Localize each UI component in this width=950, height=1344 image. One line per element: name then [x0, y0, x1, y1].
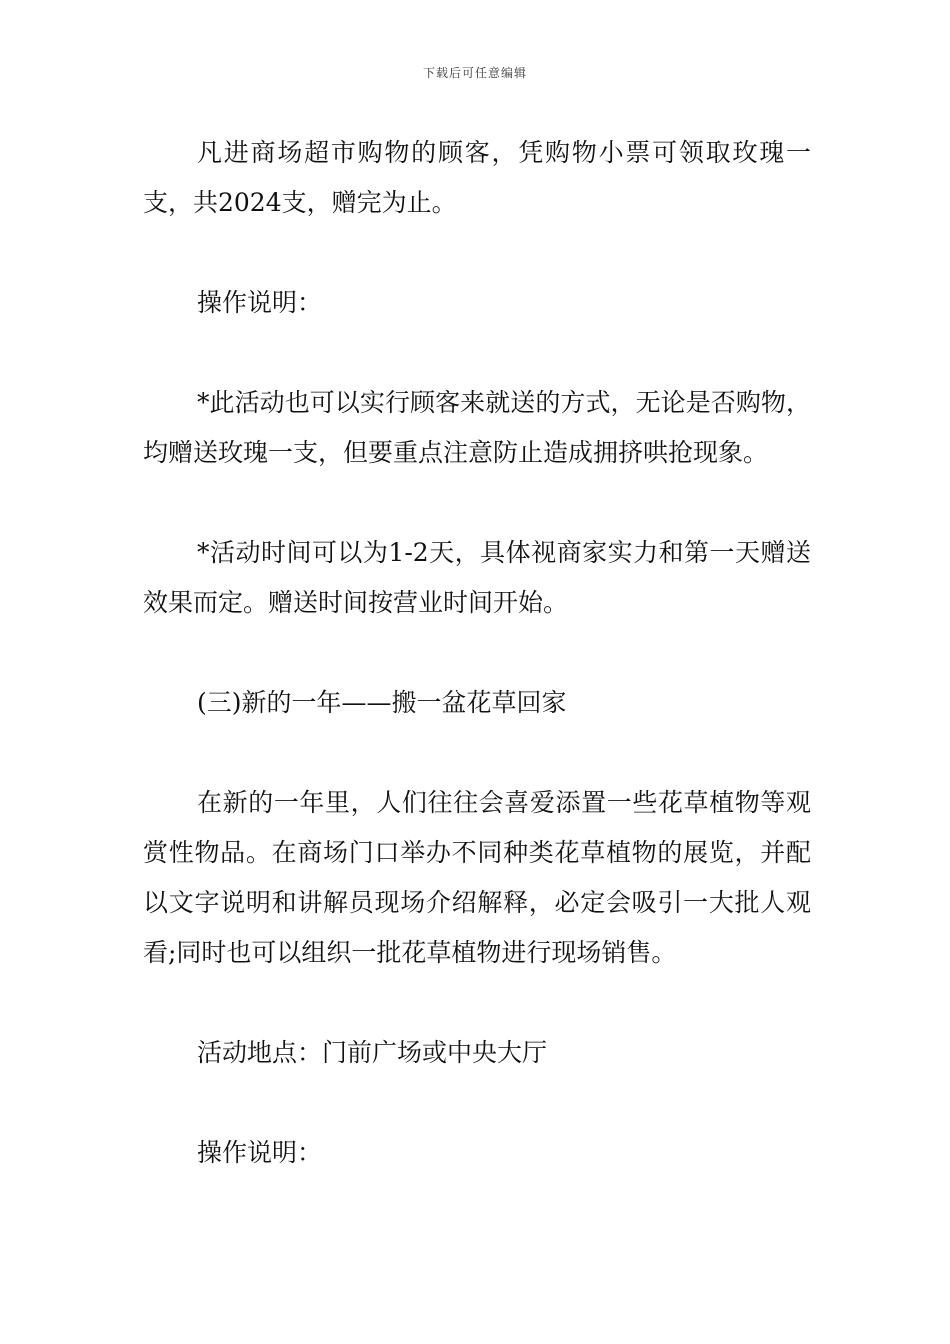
section-heading-plants: (三)新的一年——搬一盆花草回家 — [197, 688, 567, 717]
paragraph-operation-heading-2: 操作说明： — [197, 1138, 323, 1167]
paragraph-operation-heading: 操作说明： — [197, 288, 323, 317]
paragraph-plants-description: 在新的一年里，人们往往会喜爱添置一些花草植物等观赏性物品。在商场门口举办不同种类花草植物的展览，并配以文字说明和讲解员现场介绍解释，必定会吸引一大批人观看;同时也可以组织一批花草植物进行现场销售。 — [143, 788, 811, 967]
paragraph-note-free-rose: *此活动也可以实行顾客来就送的方式，无论是否购物，均赠送玫瑰一支，但要重点注意防止造成拥挤哄抢现象。 — [143, 388, 811, 467]
paragraph-location: 活动地点：门前广场或中央大厅 — [197, 1038, 548, 1067]
page-header: 下载后可任意编辑 — [422, 66, 527, 80]
paragraph-note-duration: *活动时间可以为1-2天，具体视商家实力和第一天赠送效果而定。赠送时间按营业时间开始。 — [143, 538, 811, 617]
paragraph-rose-giveaway: 凡进商场超市购物的顾客，凭购物小票可领取玫瑰一支，共2024支，赠完为止。 — [143, 138, 811, 217]
document-body — [143, 128, 811, 1228]
